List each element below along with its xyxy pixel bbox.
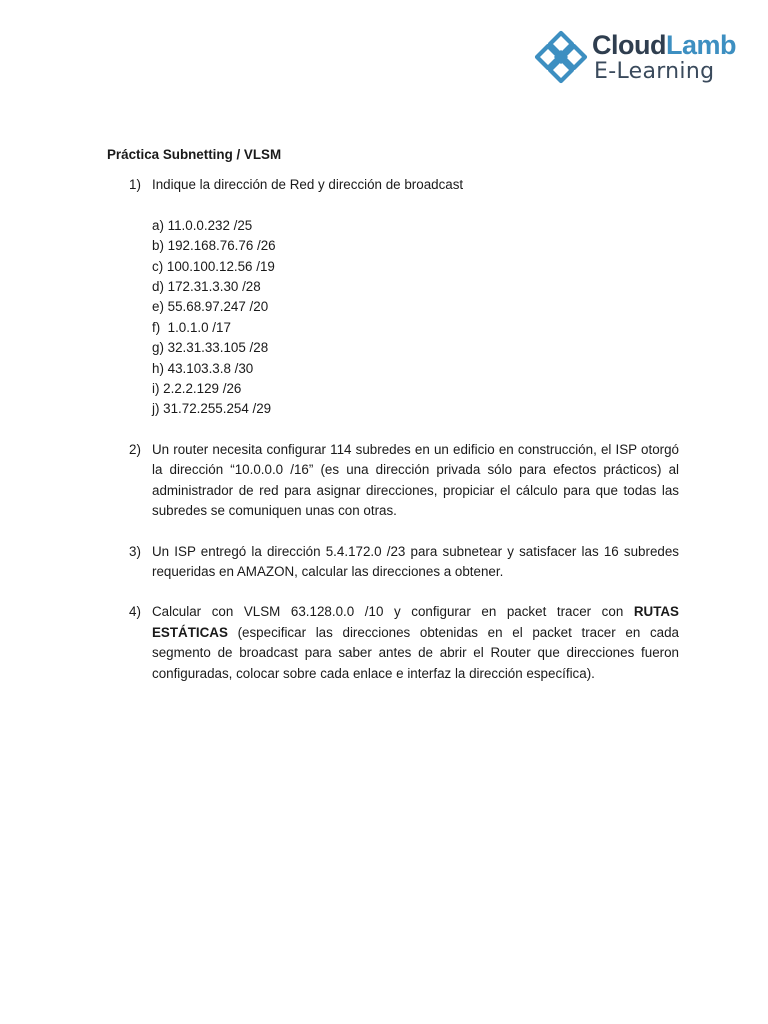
- question-2: [107, 440, 679, 522]
- list-item: b) 192.168.76.76 /26: [152, 238, 276, 254]
- list-item: a) 11.0.0.232 /25: [152, 217, 253, 233]
- question-3: [107, 542, 679, 583]
- list-item: e) 55.68.97.247 /20: [152, 299, 269, 315]
- question-1: [107, 175, 679, 419]
- logo-name-cloud: Cloud: [592, 30, 666, 60]
- question-text-end: (especificar las direcciones obtenidas en el packet tracer en cada segmento de broadcast para saber antes de abrir el Router que direcciones fueron configuradas, colocar sobre cada enlace e interfaz la dirección específica).: [152, 624, 679, 681]
- question-text: Un ISP entregó la dirección 5.4.172.0 /23 para subnetear y satisfacer las 16 subredes requeridas en AMAZON, calcular las direcciones a obtener.: [152, 543, 679, 579]
- cloudlamb-logo: [534, 28, 734, 92]
- logo-name: [592, 28, 736, 62]
- logo-subtitle: E-Learning: [594, 59, 715, 84]
- question-number: 3): [129, 543, 141, 559]
- list-item: j) 31.72.255.254 /29: [152, 401, 272, 417]
- logo-name-lamb: Lamb: [665, 30, 736, 60]
- document-body: [107, 145, 679, 684]
- address-list: [152, 216, 679, 420]
- question-4: [107, 602, 679, 684]
- question-number: 2): [129, 441, 141, 457]
- question-number: 1): [129, 177, 141, 193]
- question-text-start: Calcular con VLSM 63.128.0.0 /10 y configurar en packet tracer con: [152, 604, 634, 620]
- list-item: f) 1.0.1.0 /17: [152, 319, 231, 335]
- diamond-chain-icon: [534, 30, 588, 84]
- question-text: Indique la dirección de Red y dirección de broadcast: [152, 177, 464, 193]
- question-text: [152, 602, 679, 684]
- logo-wordmark: [592, 28, 742, 92]
- list-item: g) 32.31.33.105 /28: [152, 340, 269, 356]
- question-number: 4): [129, 604, 141, 620]
- document-title: Práctica Subnetting / VLSM: [107, 147, 282, 162]
- question-text: Un router necesita configurar 114 subredes en un edificio en construcción, el ISP otorgó la dirección “10.0.0.0 /16” (es una dirección privada sólo para efectos prácticos) al administrador de red para asignar direcciones, propiciar el cálculo para que todas las subredes se comuniquen unas con otras.: [152, 441, 679, 519]
- list-item: c) 100.100.12.56 /19: [152, 258, 275, 274]
- list-item: i) 2.2.2.129 /26: [152, 381, 242, 397]
- question-text-emphasis: RUTAS ESTÁTICAS: [152, 604, 679, 640]
- list-item: d) 172.31.3.30 /28: [152, 279, 261, 295]
- list-item: h) 43.103.3.8 /30: [152, 360, 254, 376]
